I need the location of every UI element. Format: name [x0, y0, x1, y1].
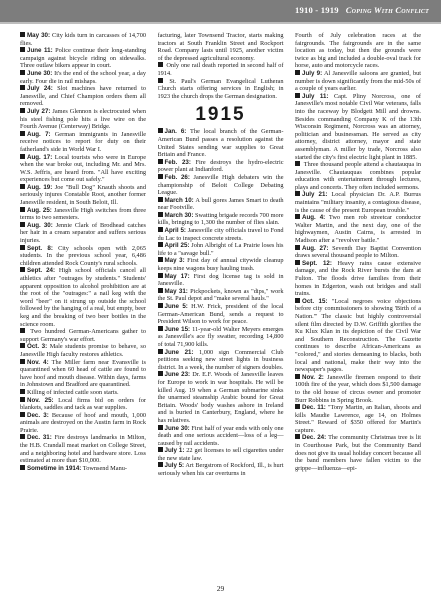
entry-date: Aug. 7:	[27, 130, 51, 138]
entry-date: June 30:	[164, 424, 190, 432]
entry-text: First half of year ends with only one death and one serious accident—loss of a leg—caused by rail accidents.	[157, 424, 284, 447]
entry-text: First dog license tag is sold in Janesville.	[157, 272, 284, 288]
bullet-square-icon	[20, 85, 25, 90]
entry-text: 11-year-old Walter Meyers emerges as Janesville's ace fly swatter, recording 14,800 of total 71,900 kills.	[157, 325, 284, 348]
entry-text: H.W. Frick, president of the local German-American Bund, sends a request to President Wilson to work for peace.	[157, 303, 284, 326]
entry-text: Pickpockets, known as "dips," work the St. Paul depot and "make several hauls."	[157, 287, 284, 303]
entry-text: "Tony Martin, an Italian, shoots and kills Maudie Lawrence, age 14, on Holmes Street." Reward of $350 offered for Martin's capture.	[295, 404, 421, 434]
running-head-years: 1910 - 1919	[294, 5, 339, 15]
timeline-entry	[158, 371, 284, 424]
entry-text: City schools open with 2,065 students. In the previous school year, 6,486 children attended Rock County's rural schools.	[20, 244, 146, 267]
entry-date: Dec. 24:	[302, 434, 327, 442]
entry-date: July 21:	[302, 191, 328, 199]
entry-text: Janesville High debaters win the championship of Beloit College Debating League.	[157, 173, 284, 197]
entry-text: Janesville High switches from three terms to two semesters.	[20, 206, 146, 222]
entry-text: Janesville firemen respond to their 100th fire of the year, which does $1,500 damage to the old house of circus owner and promoter Burr Robbins in Spring Brook.	[295, 373, 421, 404]
bullet-square-icon	[158, 212, 163, 217]
entry-text: Joe "Bull Dog" Knauth shoots and seriously injures Constable Root, another former Janesville resident, in South Beloit, Ill.	[20, 183, 146, 207]
entry-date: July 9:	[302, 69, 323, 77]
timeline-entry	[295, 374, 421, 404]
entry-text: Male students promise to behave, so Janesville High faculty restores athletics.	[20, 343, 146, 358]
entry-date: Feb. 26:	[164, 173, 190, 181]
entry-text: It's the end of the school year, a day early. Four die in rail mishaps.	[20, 69, 146, 85]
timeline-entry	[158, 303, 284, 326]
entry-text: A bull gores James Smart to death near Footville.	[157, 196, 284, 212]
bullet-square-icon	[20, 267, 25, 272]
entry-date: Aug. 19:	[27, 183, 53, 191]
entry-text: Townsend Manu-	[81, 464, 127, 472]
timeline-entry	[158, 425, 284, 448]
bullet-square-icon	[20, 359, 25, 364]
entry-text: Three thousand people attend a chautauqua in Janesville. Chautauquas combines popular education with entertainment through lectures, plays and concerts. They often included sermons.	[295, 161, 421, 191]
timeline-entry	[158, 32, 284, 62]
entry-date: Dec. 11:	[302, 404, 326, 412]
entry-date: Nov. 4:	[27, 358, 49, 366]
entry-date: Aug. 4:	[302, 214, 326, 222]
timeline-entry	[20, 108, 146, 131]
entry-date: Aug. 25:	[27, 206, 52, 214]
timeline-entry	[20, 154, 146, 184]
timeline-entry	[295, 434, 421, 472]
entry-text: Killing of infected cattle soon starts.	[27, 388, 119, 396]
bullet-square-icon	[20, 328, 25, 333]
bullet-square-icon	[20, 343, 25, 348]
entry-text: "Local negroes voice objections before city commissioners to showing 'Birth of a Nation.'" The classic but highly controversial silent film directed by D.W. Griffith glorifies the Ku Klux Klan in its depiction of the Civil War and Southern Reconstruction. The Gazette continues to describe African-Americans as "colored," and stories demeaning to blacks, both local and national, make their way into the newspaper's pages.	[295, 297, 421, 374]
timeline-entry	[20, 343, 146, 358]
entry-text: Two men rob streetcar conductor Walter Martin, and the next day, one of the highwaymen, Austin Cairns, is arrested in Madison after a "revolver battle."	[295, 214, 421, 245]
bullet-square-icon	[295, 93, 300, 98]
bullet-square-icon	[158, 447, 163, 452]
timeline-entry	[20, 465, 146, 473]
timeline-entry	[158, 349, 284, 372]
entry-text: The community Christmas tree is lit in Courthouse Park, but the Community Band does not give its usual holiday concert because all the band members have fallen victim to the grippe—influenza—epi-	[295, 434, 421, 472]
timeline-entry	[158, 326, 284, 349]
entry-text: Art Bergstrom of Rockford, Ill., is hurt seriously when his car overturns in	[157, 462, 284, 478]
timeline-entry	[20, 222, 146, 245]
timeline-entry	[158, 273, 284, 288]
entry-text: German immigrants in Janesville receive notices to report for duty on their fatherland's side in World War I.	[20, 130, 146, 153]
bullet-square-icon	[20, 70, 25, 75]
entry-text: Local physician Dr. A.P. Burrus maintains "military insanity, a contagious disease, is the cause of the present European trouble."	[295, 191, 421, 214]
timeline-entry	[295, 93, 421, 161]
entry-text: Because of hoof and mouth, 1,000 animals are destroyed on the Austin farm in Rock Prairie.	[20, 411, 146, 434]
entry-date: Dec. 3:	[27, 411, 49, 419]
bullet-square-icon	[158, 371, 163, 376]
timeline-entry	[295, 245, 421, 260]
entry-date: Oct. 3:	[27, 343, 48, 351]
bullet-square-icon	[158, 128, 163, 133]
timeline-entry	[158, 288, 284, 303]
entry-text: Local tourists who were in Europe when the war broke out, including Mr. and Mrs. W.S. Jeffris, are heard from. "All have exciting experiences but come out safely."	[20, 153, 146, 184]
timeline-entry	[158, 447, 284, 462]
entry-text: Police continue their long-standing campaign against bicycle riding on sidewalks. Three outlaw bikers appear in court.	[20, 47, 146, 70]
page-number: 29	[216, 584, 225, 593]
bullet-square-icon	[20, 154, 25, 159]
column-middle	[158, 32, 284, 582]
timeline-entry	[295, 298, 421, 374]
bullet-square-icon	[295, 214, 300, 219]
timeline-entry	[158, 257, 284, 272]
bullet-square-icon	[158, 349, 163, 354]
bullet-square-icon	[158, 159, 163, 164]
entry-date: Nov. 2:	[302, 373, 324, 381]
entry-date: June 23:	[164, 371, 191, 379]
bullet-square-icon	[20, 207, 25, 212]
bullet-square-icon	[158, 197, 163, 202]
entry-date: May 17:	[164, 272, 190, 280]
entry-text: Seventh Day Baptist Convention draws several thousand people to Milton.	[295, 244, 421, 260]
timeline-entry	[20, 412, 146, 435]
entry-text: First day of annual citywide cleanup keeps nine wagons busy hauling trash.	[157, 257, 284, 273]
entry-date: June 21:	[164, 348, 194, 356]
timeline-entry	[158, 78, 284, 101]
timeline-entry	[20, 32, 146, 47]
timeline-entry	[295, 70, 421, 93]
bullet-square-icon	[20, 397, 25, 402]
bullet-square-icon	[158, 288, 163, 293]
timeline-entry	[20, 47, 146, 70]
entry-date: Feb. 23:	[164, 158, 191, 166]
entry-text: Heavy rains cause extensive damage, and the Rock River bursts the dam at Fulton. The floods drive families from their homes in Edgerton, wash out bridges and stall trains.	[295, 259, 421, 298]
entry-text: Fire destroys landmarks in Milton, the H.B. Crandall meat market on College Street, and a neighboring hotel and hardware store. Loss estimated at more than $10,000.	[20, 434, 146, 465]
bullet-square-icon	[20, 434, 25, 439]
timeline-entry	[20, 184, 146, 207]
timeline-entry	[295, 161, 421, 191]
entry-date: Nov. 25:	[27, 396, 54, 404]
timeline-entry	[20, 359, 146, 389]
timeline-entry	[295, 404, 421, 434]
entry-date: Sept. 12:	[302, 259, 332, 267]
bullet-square-icon	[295, 374, 300, 379]
timeline-entry	[295, 32, 421, 70]
running-head-subtitle: Coping With Conflict	[345, 5, 429, 15]
timeline-entry	[158, 128, 284, 158]
bullet-square-icon	[158, 62, 163, 67]
timeline-entry	[20, 389, 146, 397]
entry-text: Jennie Clark of Brodhead catches her hair in a cream separator and suffers serious injuries.	[20, 221, 146, 245]
entry-text: Janesville city officials travel to Fond du Lac to inspect concrete streets.	[157, 227, 284, 242]
entry-date: July 24:	[27, 85, 53, 93]
bullet-square-icon	[295, 191, 300, 196]
entry-date: May 3:	[164, 257, 185, 265]
entry-date: Aug. 17:	[27, 153, 53, 161]
entry-date: June 15:	[164, 325, 191, 333]
entry-text: Capt. Pliny Norcross, one of Janesville's most notable Civil War veterans, falls into the raceway by Blodgett Mill and drowns. Besides commanding Company K of the 13th Wisconsin Regiment, Norcross was an attorney, politician and businessman. He served as city attorney, district attorney, mayor and state assemblyman. A miller by trade, Norcross also started the city's first electric light plant in 1885.	[295, 92, 421, 161]
timeline-entry	[20, 70, 146, 85]
entry-text: Fire destroys the hydro-electric power plant at Indianford.	[157, 158, 284, 174]
entry-date: July 11:	[302, 92, 329, 100]
bullet-square-icon	[158, 462, 163, 467]
bullet-square-icon	[158, 257, 163, 262]
bullet-square-icon	[158, 78, 163, 83]
entry-text: Only one rail death reported in second half of 1914.	[157, 62, 284, 77]
entry-text: The Miller farm near Evansville is quarantined when 60 head of cattle are found to have hoof and mouth disease. Within days, farms in Johnstown and Bradford are quarantined.	[20, 358, 146, 389]
entry-date: Sometime in 1914:	[27, 464, 82, 472]
entry-text: St. Paul's German Evangelical Lutheran Church starts offering services in English; in 1923 the church drops the German designation.	[157, 77, 284, 100]
entry-text: City kids turn in carcasses of 14,700 flies.	[20, 32, 146, 47]
bullet-square-icon	[295, 404, 300, 409]
timeline-entry	[20, 207, 146, 222]
bullet-square-icon	[295, 260, 300, 265]
timeline-entry	[20, 267, 146, 328]
bullet-square-icon	[295, 161, 300, 166]
bullet-square-icon	[20, 131, 25, 136]
timeline-entry	[158, 174, 284, 197]
bullet-square-icon	[20, 389, 25, 394]
running-head	[295, 5, 429, 15]
timeline-entry	[158, 212, 284, 227]
timeline-entry	[20, 85, 146, 108]
bullet-square-icon	[20, 412, 25, 417]
entry-text: 22 get licenses to sell cigarettes under the new state law.	[157, 447, 284, 462]
entry-date: May 31:	[164, 287, 188, 295]
entry-text: Al Janesville saloons are granted, but number is down significantly from the mid-50s of a couple of years earlier.	[295, 69, 421, 93]
text-columns	[20, 32, 421, 582]
bullet-square-icon	[295, 245, 300, 250]
bullet-square-icon	[158, 273, 163, 278]
entry-date: June 5:	[164, 303, 188, 310]
bullet-square-icon	[295, 434, 300, 439]
entry-date: May 30:	[27, 32, 51, 39]
bullet-square-icon	[20, 184, 25, 189]
entry-text: Fourth of July celebration races at the fairgrounds. The fairgrounds are in the same location as today, but then the grounds were twice as big and included a double-oval track for horse, auto and motorcycle races.	[295, 32, 421, 70]
bullet-square-icon	[20, 222, 25, 227]
entry-text: Slot machines have returned to Janesville, and Chief Champion orders them all removed.	[20, 85, 146, 108]
entry-date: July 5:	[164, 462, 185, 470]
entry-date: March 30:	[164, 211, 194, 219]
entry-date: March 10:	[164, 196, 194, 204]
timeline-entry	[158, 197, 284, 212]
entry-text: Local firms bid on orders for blankets, saddles and tack as war supplies.	[20, 396, 146, 412]
entry-date: Oct. 15:	[302, 297, 328, 305]
entry-text: The local branch of the German-American Bund passes a resolution against the United States sending war supplies to Great Britain and France.	[157, 128, 284, 159]
year-heading: 1915	[195, 104, 246, 126]
entry-date: Aug. 27:	[302, 244, 329, 252]
entry-date: Dec. 31:	[27, 434, 52, 442]
bullet-square-icon	[20, 32, 25, 37]
bullet-square-icon	[158, 174, 163, 179]
entry-date: July 1:	[164, 447, 185, 455]
entry-date: Aug. 30:	[27, 221, 53, 229]
running-header-bar	[0, 0, 441, 24]
timeline-entry	[20, 434, 146, 464]
timeline-entry	[20, 397, 146, 412]
bullet-square-icon	[20, 47, 25, 52]
bullet-square-icon	[158, 326, 163, 331]
bullet-square-icon	[158, 303, 163, 308]
bullet-square-icon	[20, 108, 25, 113]
entry-text: facturing, later Townsend Tractor, starts making tractors at South Franklin Street and Rockport Road. Company lasts until 1925, another victim of the depressed agricultural economy.	[157, 32, 284, 62]
entry-date: June 30:	[27, 69, 53, 77]
bullet-square-icon	[158, 227, 163, 232]
bullet-square-icon	[295, 298, 300, 303]
timeline-entry	[20, 131, 146, 154]
timeline-entry	[295, 260, 421, 298]
column-right	[295, 32, 421, 582]
entry-text: High school officials cancel all athletics after "outrages by students." Students' apparent opposition to alcohol prohibition are at the root of the "outrages:" a nail keg with the word "beer" on it strung up outside the school followed by the hanging of a real, but empty, beer keg and the breaking of two beer bottles in the science room.	[20, 267, 146, 328]
timeline-entry	[158, 227, 284, 242]
entry-text: James Glennon is electrocuted when his steel fishing pole hits a live wire on the Fourth Avenue (Centerway) Bridge.	[20, 107, 146, 131]
timeline-entry	[158, 462, 284, 477]
entry-text: Two hundred German-Americans gather to support Germany's war effort.	[20, 328, 146, 343]
column-left	[20, 32, 146, 582]
entry-text: 1,000 sign Commercial Club petitions seeking new street lights in business district. In a week, the number of signers doubles.	[157, 348, 284, 371]
entry-text: John Albright of La Prairie loses his life to a "savage bull."	[157, 242, 284, 257]
entry-date: Sept. 8:	[27, 244, 53, 252]
entry-date: Jan. 6:	[164, 128, 187, 136]
bullet-square-icon	[20, 245, 25, 250]
timeline-entry	[20, 245, 146, 268]
entry-date: April 25:	[164, 242, 190, 250]
bullet-square-icon	[158, 242, 163, 247]
timeline-entry	[295, 191, 421, 214]
timeline-entry	[158, 242, 284, 257]
entry-date: June 11:	[27, 47, 53, 55]
entry-text: Swatting brigade records 700 more kills, bringing to 1,300 the number of flies slain.	[157, 211, 284, 227]
entry-date: July 27:	[27, 107, 51, 115]
timeline-entry	[295, 214, 421, 244]
timeline-entry	[20, 328, 146, 343]
bullet-square-icon	[20, 465, 25, 470]
entry-text: Dr. E.F. Woods of Janesville leaves for Europe to work in war hospitals. He will be killed Aug. 19 when a German submarine sinks the unarmed steamship Arabic bound for Great Britain. Woods' body washes ashore in Ireland and is buried in Canterbury, England, where he has relatives.	[157, 371, 284, 424]
entry-date: Sept. 24:	[27, 267, 56, 275]
timeline-entry	[158, 62, 284, 77]
bullet-square-icon	[295, 70, 300, 75]
entry-date: April 5:	[164, 227, 186, 235]
bullet-square-icon	[158, 425, 163, 430]
timeline-entry	[158, 159, 284, 174]
